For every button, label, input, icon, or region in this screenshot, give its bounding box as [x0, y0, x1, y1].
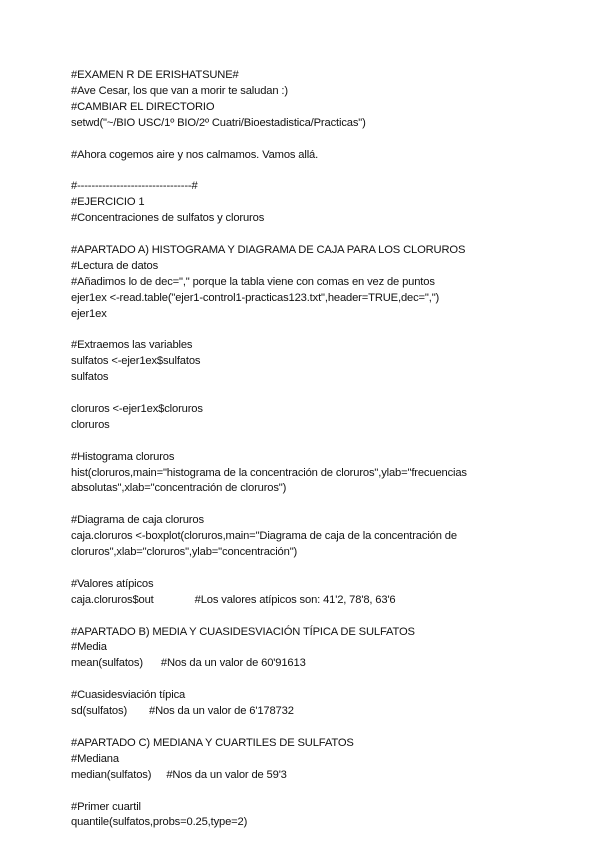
code-line: ejer1ex — [71, 307, 107, 320]
exercise-heading: #EJERCICIO 1 — [71, 196, 145, 209]
blank-line — [71, 720, 541, 736]
code-line: cloruros — [71, 418, 110, 431]
code-line: cloruros <-ejer1ex$cloruros — [71, 402, 203, 415]
blank-line — [71, 609, 541, 625]
code-with-comment-line — [71, 656, 541, 672]
code-with-comment-line — [71, 704, 541, 720]
inline-comment: #Nos da un valor de 6'178732 — [149, 705, 294, 718]
blank-line — [71, 561, 541, 577]
blank-line — [71, 322, 541, 338]
code-fragment: caja.cloruros$out — [71, 593, 154, 606]
inline-comment: #Nos da un valor de 60'91613 — [160, 657, 306, 670]
comment-line: #EXAMEN R DE ERISHATSUNE# — [71, 69, 239, 81]
code-line: sulfatos <-ejer1ex$sulfatos — [71, 355, 201, 368]
comment-line: #Extraemos las variables — [71, 339, 193, 352]
separator-line: #--------------------------------# — [71, 180, 198, 193]
comment-line: #Diagrama de caja cloruros — [71, 514, 204, 527]
code-line: hist(cloruros,main="histograma de la concentración de cloruros",ylab="frecuencias absolutas",xlab="concentración de cloruros") — [71, 466, 467, 495]
section-heading: #APARTADO C) MEDIANA Y CUARTILES DE SULFATOS — [71, 736, 354, 749]
code-line: setwd("~/BIO USC/1º BIO/2º Cuatri/Bioestadistica/Practicas") — [71, 116, 366, 129]
blank-line — [71, 784, 541, 800]
section-heading: #APARTADO A) HISTOGRAMA Y DIAGRAMA DE CAJA PARA LOS CLORUROS — [71, 243, 466, 256]
code-line: ejer1ex <-read.table("ejer1-control1-practicas123.txt",header=TRUE,dec=",") — [71, 291, 440, 304]
comment-line: #Histograma cloruros — [71, 450, 175, 463]
blank-line — [71, 227, 541, 243]
code-fragment: median(sulfatos) — [71, 768, 152, 781]
blank-line — [71, 434, 541, 450]
blank-line — [71, 132, 541, 148]
code-fragment: sd(sulfatos) — [71, 705, 128, 718]
r-script-text — [71, 68, 541, 831]
comment-line: #Lectura de datos — [71, 259, 159, 272]
code-line: caja.cloruros <-boxplot(cloruros,main="Diagrama de caja de la concentración de cloruros",xlab="cloruros",ylab="concentración") — [71, 530, 457, 559]
comment-line: #Añadimos lo de dec="," porque la tabla viene con comas en vez de puntos — [71, 275, 435, 288]
code-line: quantile(sulfatos,probs=0.25,type=2) — [71, 816, 248, 829]
comment-line: #Valores atípicos — [71, 577, 154, 590]
comment-line: #Ave Cesar, los que van a morir te saludan :) — [71, 84, 288, 97]
blank-line — [71, 497, 541, 513]
comment-line: #Cuasidesviación típica — [71, 689, 186, 702]
code-fragment: mean(sulfatos) — [71, 657, 143, 670]
comment-line: #Concentraciones de sulfatos y cloruros — [71, 212, 265, 225]
comment-line: #Mediana — [71, 752, 119, 765]
blank-line — [71, 386, 541, 402]
comment-line: #Ahora cogemos aire y nos calmamos. Vamos allá. — [71, 148, 319, 161]
section-heading: #APARTADO B) MEDIA Y CUASIDESVIACIÓN TÍPICA DE SULFATOS — [71, 625, 415, 638]
blank-line — [71, 672, 541, 688]
comment-line: #Primer cuartil — [71, 800, 141, 813]
comment-line: #Media — [71, 641, 107, 654]
code-line: sulfatos — [71, 371, 109, 384]
inline-comment: #Nos da un valor de 59'3 — [166, 768, 287, 781]
inline-comment: #Los valores atípicos son: 41'2, 78'8, 63'6 — [194, 593, 396, 606]
code-with-comment-line — [71, 593, 541, 609]
comment-line: #CAMBIAR EL DIRECTORIO — [71, 100, 215, 113]
blank-line — [71, 163, 541, 179]
code-with-comment-line — [71, 768, 541, 784]
